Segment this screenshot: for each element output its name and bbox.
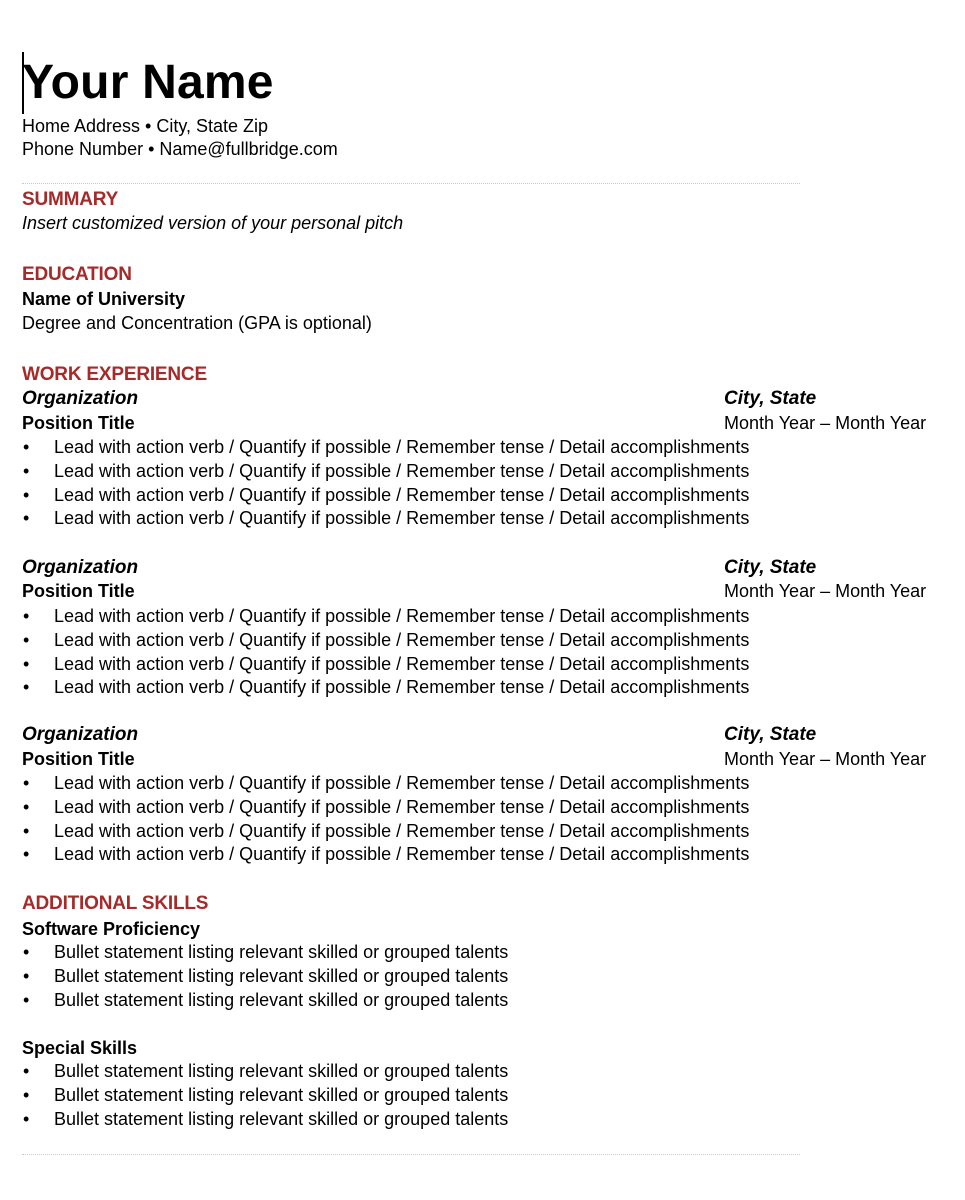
job-dates[interactable]: Month Year – Month Year: [724, 413, 927, 433]
address-line[interactable]: Home Address • City, State Zip: [22, 116, 269, 136]
degree-text[interactable]: Degree and Concentration (GPA is optional): [22, 313, 372, 333]
skill-bullet[interactable]: • Bullet statement listing relevant skilled or grouped talents: [22, 941, 508, 965]
job-bullet[interactable]: • Lead with action verb / Quantify if possible / Remember tense / Detail accomplishments: [22, 507, 749, 531]
job-organization[interactable]: Organization: [22, 724, 139, 745]
job-organization[interactable]: Organization: [22, 388, 139, 409]
skill-bullet-list: [22, 1060, 508, 1131]
job-bullet-list: [22, 436, 749, 531]
job-bullet[interactable]: • Lead with action verb / Quantify if possible / Remember tense / Detail accomplishments: [22, 629, 749, 653]
job-position[interactable]: Position Title: [22, 413, 135, 433]
skill-bullet[interactable]: • Bullet statement listing relevant skilled or grouped talents: [22, 1108, 508, 1132]
university-name[interactable]: Name of University: [22, 289, 186, 309]
job-bullet[interactable]: • Lead with action verb / Quantify if possible / Remember tense / Detail accomplishments: [22, 796, 749, 820]
additional-skills-heading[interactable]: ADDITIONAL SKILLS: [22, 893, 209, 914]
job-bullet[interactable]: • Lead with action verb / Quantify if possible / Remember tense / Detail accomplishments: [22, 605, 749, 629]
skill-bullet[interactable]: • Bullet statement listing relevant skilled or grouped talents: [22, 989, 508, 1013]
job-bullet-list: [22, 772, 749, 867]
summary-text[interactable]: Insert customized version of your personal pitch: [22, 213, 404, 233]
skill-bullet[interactable]: • Bullet statement listing relevant skilled or grouped talents: [22, 1084, 508, 1108]
education-heading[interactable]: EDUCATION: [22, 264, 132, 285]
job-location[interactable]: City, State: [724, 388, 817, 409]
skill-group-title[interactable]: Software Proficiency: [22, 919, 201, 939]
job-dates[interactable]: Month Year – Month Year: [724, 581, 927, 601]
skill-bullet[interactable]: • Bullet statement listing relevant skilled or grouped talents: [22, 1060, 508, 1084]
job-bullet[interactable]: • Lead with action verb / Quantify if possible / Remember tense / Detail accomplishments: [22, 653, 749, 677]
footer-divider: [22, 1154, 800, 1155]
skill-group-title[interactable]: Special Skills: [22, 1038, 138, 1058]
job-position[interactable]: Position Title: [22, 581, 135, 601]
job-bullet[interactable]: • Lead with action verb / Quantify if possible / Remember tense / Detail accomplishments: [22, 676, 749, 700]
job-bullet[interactable]: • Lead with action verb / Quantify if possible / Remember tense / Detail accomplishments: [22, 820, 749, 844]
job-dates[interactable]: Month Year – Month Year: [724, 749, 927, 769]
summary-heading[interactable]: SUMMARY: [22, 189, 119, 210]
skill-bullet[interactable]: • Bullet statement listing relevant skilled or grouped talents: [22, 965, 508, 989]
resume-name[interactable]: Your Name: [22, 56, 274, 109]
work-experience-heading[interactable]: WORK EXPERIENCE: [22, 364, 207, 385]
contact-line[interactable]: Phone Number • Name@fullbridge.com: [22, 139, 338, 159]
job-bullet[interactable]: • Lead with action verb / Quantify if possible / Remember tense / Detail accomplishments: [22, 436, 749, 460]
job-position[interactable]: Position Title: [22, 749, 135, 769]
job-location[interactable]: City, State: [724, 557, 817, 578]
header-divider: [22, 183, 800, 184]
job-bullet[interactable]: • Lead with action verb / Quantify if possible / Remember tense / Detail accomplishments: [22, 484, 749, 508]
job-bullet[interactable]: • Lead with action verb / Quantify if possible / Remember tense / Detail accomplishments: [22, 843, 749, 867]
job-organization[interactable]: Organization: [22, 557, 139, 578]
skill-bullet-list: [22, 941, 508, 1012]
job-bullet-list: [22, 605, 749, 700]
job-bullet[interactable]: • Lead with action verb / Quantify if possible / Remember tense / Detail accomplishments: [22, 772, 749, 796]
job-location[interactable]: City, State: [724, 724, 817, 745]
job-bullet[interactable]: • Lead with action verb / Quantify if possible / Remember tense / Detail accomplishments: [22, 460, 749, 484]
